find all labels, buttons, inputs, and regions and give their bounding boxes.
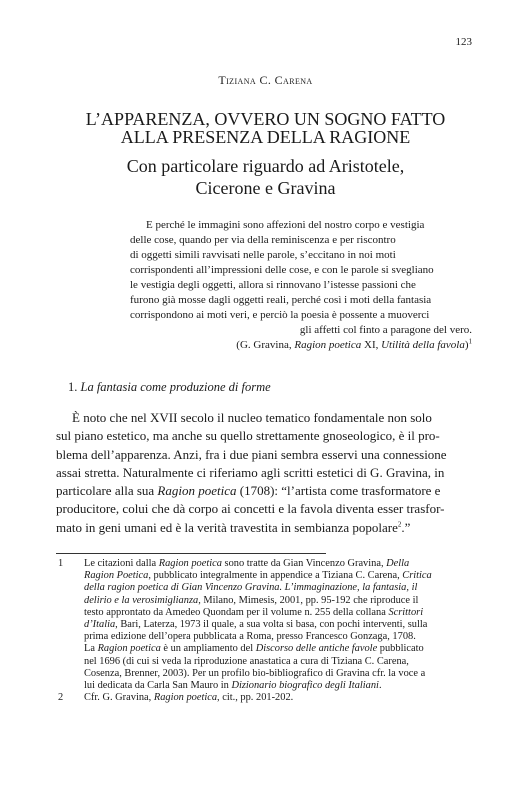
title-line: ALLA PRESENZA DELLA RAGIONE: [120, 127, 411, 147]
epigraph-line: corrispondenti all’impressioni delle cose, e con le parole si svegliano: [130, 264, 434, 276]
title-line: L’APPARENZA, OVVERO UN SOGNO FATTO: [85, 109, 446, 129]
footnote-ref: 2: [397, 520, 402, 529]
footnote-number: 2: [58, 692, 64, 704]
epigraph-citation: (G. Gravina, Ragion poetica XI, Utilità della favola)$^1$: [236, 337, 472, 351]
epigraph-line: delle cose, quando per via della reminiscenza e per riscontro: [130, 234, 396, 246]
body-line: mato in geni umani ed è la verità travestita in sembianza popolare$^2$.”: [56, 519, 411, 535]
epigraph-line: gli affetti col finto a paragone del vero.: [299, 324, 472, 336]
body-line: sul piano estetico, ma anche su quello strettamente gnoseologico, è il pro-: [56, 428, 440, 444]
body-line: producitore, colui che dà corpo ai concetti e la favola diventa esser trasfor-: [56, 501, 445, 517]
epigraph-line: E perché le immagini sono affezioni del nostro corpo e vestigia: [146, 219, 425, 231]
epigraph-line: furono già mosse dagli oggetti reali, perché così i moti della fantasia: [130, 294, 432, 306]
footnote-line: delirio e la verosimiglianza, Milano, Mimesis, 2001, pp. 95-192 che riproduce il: [84, 594, 419, 606]
footnote-1: [56, 558, 476, 692]
body-line: particolare alla sua Ragion poetica (1708): “l’artista come trasformatore e: [56, 483, 441, 499]
body-paragraph: [56, 409, 474, 537]
footnote-line: testo approntato da Amedeo Quondam per il volume n. 255 della collana Scrittori: [84, 606, 424, 618]
running-head-author: Tiziana C. Carena: [218, 73, 313, 87]
footnote-line: nel 1696 (di cui si veda la riproduzione anastatica a cura di Tiziana C. Carena,: [84, 655, 409, 667]
paper-title: [0, 110, 531, 146]
footnote-line: La Ragion poetica è un ampliamento del Discorso delle antiche favole pubblicato: [84, 643, 424, 655]
footnote-line: Ragion Poetica, pubblicato integralmente in appendice a Tiziana C. Carena, Critica: [84, 570, 432, 582]
epigraph-line: corrispondono ai moti veri, e perciò la poesia è possente a muoverci: [130, 309, 430, 321]
footnote-2: [56, 692, 476, 704]
page-number: 123: [455, 36, 472, 48]
footnotes: [56, 558, 476, 704]
body-line: assai stretta. Naturalmente ci riferiamo agli scritti estetici di G. Gravina, in: [56, 464, 445, 480]
footnote-line: della ragion poetica di Gian Vincenzo Gravina. L’immaginazione, la fantasia, il: [84, 582, 418, 594]
epigraph: [130, 218, 472, 353]
footnote-line: d’Italia, Bari, Laterza, 1973 il quale, a sua volta si basa, con pochi interventi, sulla: [84, 619, 428, 631]
subtitle-line: Cicerone e Gravina: [195, 178, 336, 198]
footnote-line: lui dedicata da Carla San Mauro in Dizionario biografico degli Italiani.: [84, 680, 382, 692]
footnote-line: prima edizione dell’opera pubblicata a Roma, presso Francesco Gonzaga, 1708.: [84, 631, 416, 643]
section-heading: 1. La fantasia come produzione di forme: [68, 380, 271, 394]
footnote-ref: 1: [468, 337, 472, 346]
paper-subtitle: [0, 155, 531, 199]
subtitle-line: Con particolare riguardo ad Aristotele,: [126, 156, 405, 176]
footnote-line: Le citazioni dalla Ragion poetica sono tratte da Gian Vincenzo Gravina, Della: [84, 558, 410, 569]
footnote-line: Cosenza, Brenner, 2003). Per un profilo bio-bibliografico di Gravina cfr. la voce a: [84, 667, 426, 679]
body-line: blema dell’apparenza. Anzi, fra i due piani sembra esservi una connessione: [56, 446, 447, 462]
epigraph-line: di oggetti simili ravvisati nelle parole, s’eccitano in noi moti: [130, 249, 396, 261]
body-line: È noto che nel XVII secolo il nucleo tematico fondamentale non solo: [72, 410, 432, 425]
epigraph-line: le vestigia degli oggetti, allora si rinnovano l’istesse passioni che: [130, 279, 416, 291]
footnote-number: 1: [58, 558, 64, 569]
footnote-separator: [56, 553, 326, 554]
footnote-line: Cfr. G. Gravina, Ragion poetica, cit., pp. 201-202.: [84, 692, 294, 704]
